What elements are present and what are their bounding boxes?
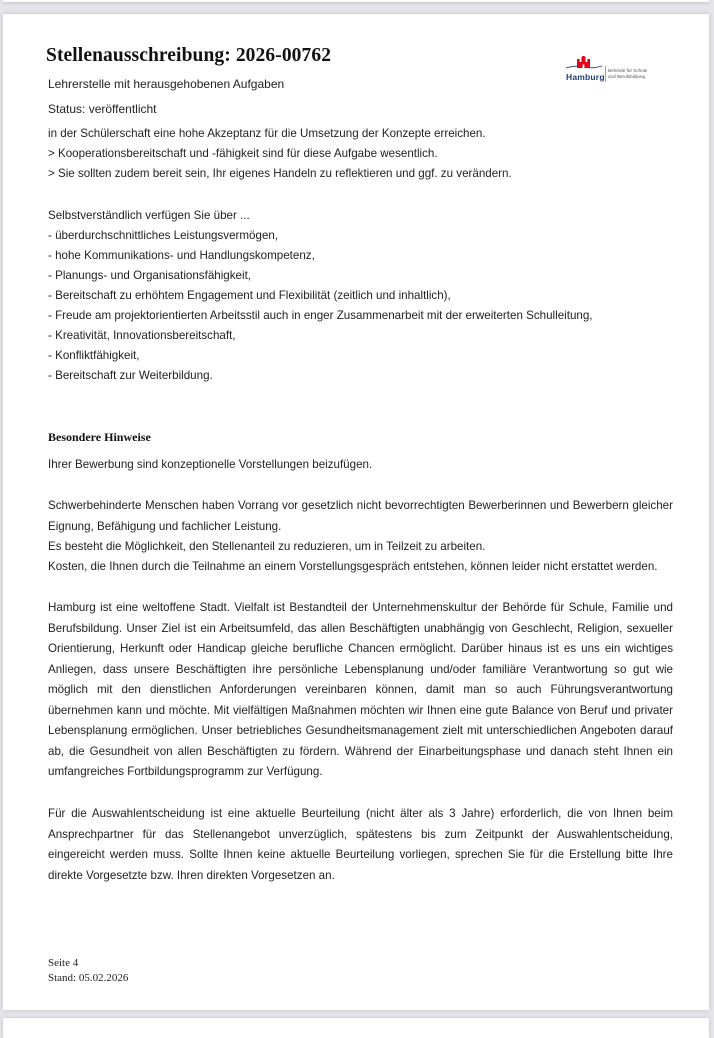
notes-paragraph-application: Ihrer Bewerbung sind konzeptionelle Vorstellungen beizufügen. bbox=[48, 458, 373, 471]
intro-line: > Sie sollten zudem bereit sein, Ihr eigenes Handeln zu reflektieren und ggf. zu verändern. bbox=[48, 167, 512, 180]
page-title: Stellenausschreibung: 2026-00762 bbox=[46, 45, 332, 66]
status-label: Status: veröffentlicht bbox=[48, 102, 157, 116]
list-item: - hohe Kommunikations- und Handlungskompetenz, bbox=[48, 249, 315, 262]
notes-paragraph-diversity: Hamburg ist eine weltoffene Stadt. Vielfalt ist Bestandteil der Unternehmenskultur der Behörde für Schule, Familie und Berufsbildung. Unser Ziel ist ein Arbeitsumfeld, das allen Beschäftigten unabhängig von Geschlecht, Religion, sexueller Orientierung, Herkunft oder Handicap gleiche berufliche Chancen ermöglicht. Darüber hinaus ist es uns ein wichtiges Anliegen, dass unsere Beschäftigten ihre persönliche Lebensplanung und/oder familiäre Verantwortung so gut wie möglich mit den dienstlichen Anforderungen vereinbaren können, damit man so auch Führungsverantwortung übernehmen kann und möchte. Mit vielfältigen Maßnahmen möchten wir Ihnen eine gute Balance von Beruf und privater Lebensplanung ermöglichen. Unser betriebliches Gesundheitsmanagement zielt mit unterschiedlichen Angeboten darauf ab, die Gesundheit von allen Beschäftigten zu fördern. Während der Einarbeitungsphase und danach steht Ihnen ein umfangreiches Fortbildungsprogramm zur Verfügung. bbox=[48, 601, 673, 778]
list-item: - überdurchschnittliches Leistungsvermögen, bbox=[48, 229, 279, 242]
hamburg-authority-logo bbox=[564, 56, 664, 86]
list-item: - Planungs- und Organisationsfähigkeit, bbox=[48, 269, 252, 282]
logo-divider bbox=[605, 66, 606, 82]
logo-authority-name: Behörde für Schule und Berufsbildung bbox=[608, 68, 648, 79]
list-item: - Konfliktfähigkeit, bbox=[48, 349, 140, 362]
list-item: - Bereitschaft zur Weiterbildung. bbox=[48, 369, 213, 382]
intro-line: in der Schülerschaft eine hohe Akzeptanz für die Umsetzung der Konzepte erreichen. bbox=[48, 127, 486, 140]
notes-paragraph-disability: Schwerbehinderte Menschen haben Vorrang vor gesetzlich nicht bevorrechtigten Bewerberinnen und Bewerbern gleicher Eignung, Befähigung und fachlicher Leistung. bbox=[48, 499, 673, 533]
page-footer bbox=[48, 956, 128, 986]
document-page bbox=[3, 14, 709, 1010]
intro-text bbox=[48, 124, 673, 184]
qualifications-list bbox=[48, 206, 673, 386]
intro-line: > Kooperationsbereitschaft und -fähigkeit sind für diese Aufgabe wesentlich. bbox=[48, 147, 438, 160]
list-item: - Freude am projektorientierten Arbeitsstil auch in enger Zusammenarbeit mit der erweiterten Schulleitung, bbox=[48, 309, 593, 322]
next-page-edge bbox=[3, 1018, 709, 1038]
list-item: - Bereitschaft zu erhöhtem Engagement und Flexibilität (zeitlich und inhaltlich), bbox=[48, 289, 451, 302]
notes-paragraph-parttime: Es besteht die Möglichkeit, den Stellenanteil zu reduzieren, um in Teilzeit zu arbeiten. bbox=[48, 540, 486, 553]
page-number: Seite 4 bbox=[48, 957, 79, 969]
section-heading: Besondere Hinweise bbox=[48, 430, 151, 444]
document-date: Stand: 05.02.2026 bbox=[48, 972, 129, 984]
list-item: - Kreativität, Innovationsbereitschaft, bbox=[48, 329, 236, 342]
notes-paragraph-costs: Kosten, die Ihnen durch die Teilnahme an einem Vorstellungsgespräch entstehen, können leider nicht erstattet werden. bbox=[48, 560, 658, 573]
logo-city-name: Hamburg bbox=[566, 72, 605, 82]
previous-page-edge bbox=[3, 0, 709, 2]
notes-paragraph-assessment: Für die Auswahlentscheidung ist eine aktuelle Beurteilung (nicht älter als 3 Jahre) erforderlich, die von Ihnen beim Ansprechpartner für das Stellenangebot unverzüglich, spätestens bis zum Zeitpunkt der Auswahlentscheidung, eingereicht werden muss. Sollte Ihnen keine aktuelle Beurteilung vorliegen, sprechen Sie für die Erstellung bitte Ihre direkte Vorgesetzte bzw. Ihren direkten Vorgesetzen an. bbox=[48, 807, 673, 882]
qualifications-lead: Selbstverständlich verfügen Sie über ... bbox=[48, 209, 250, 222]
job-subtitle: Lehrerstelle mit herausgehobenen Aufgaben bbox=[48, 77, 285, 91]
